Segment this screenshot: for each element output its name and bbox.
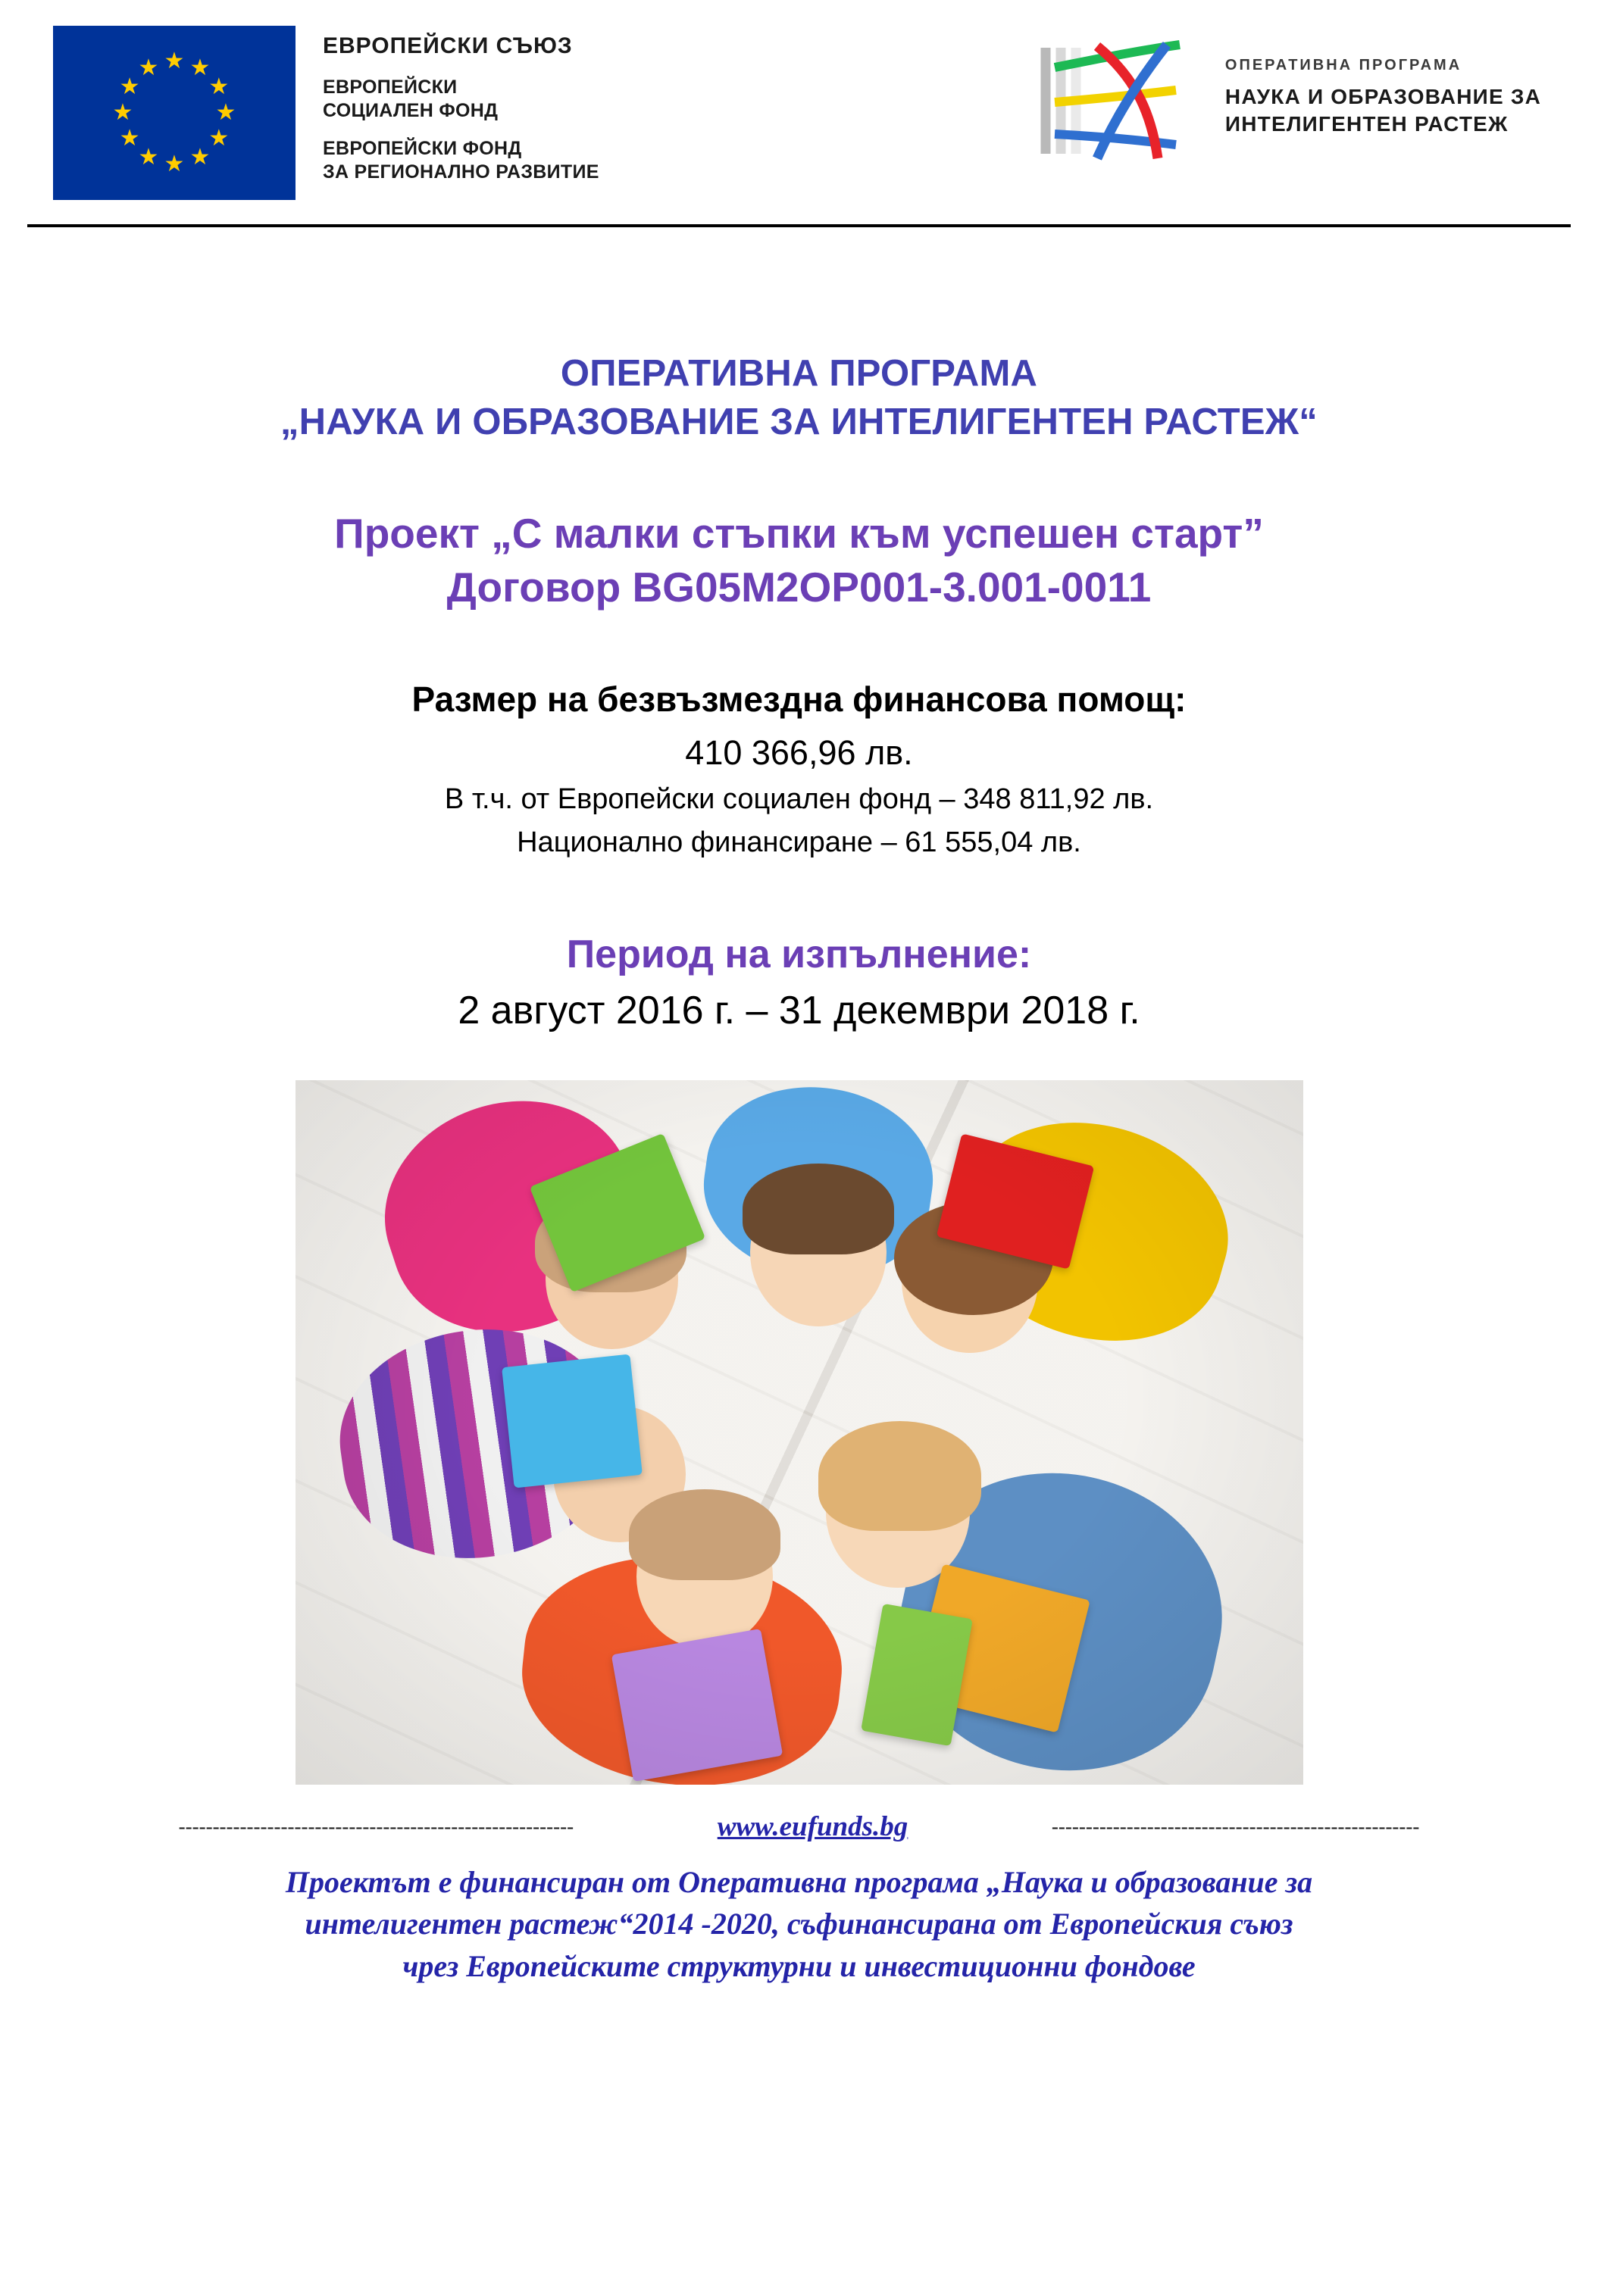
footer-link-row [45,1810,1553,1843]
eu-social-fund-label [323,76,599,123]
eu-star-icon: ★ [119,126,140,151]
grant-esf-value: В т.ч. от Европейски социален фонд – 348 811,92 лв. [444,783,1154,816]
eu-star-icon: ★ [112,100,133,125]
footer-dashes-right: ------------------------------------------------------ [1051,1815,1420,1838]
eu-star-icon: ★ [208,74,230,99]
document-footer [0,1810,1598,2002]
op-program-icon [1024,34,1210,167]
eu-star-icon: ★ [189,144,211,170]
eu-star-icon: ★ [138,144,159,170]
funding-disclaimer-line3: чрез Европейските структурни и инвестиционни фондове [402,1948,1196,1983]
eu-regional-fund-line1: ЕВРОПЕЙСКИ ФОНД [323,137,522,159]
grant-national-value: Национално финансиране – 61 555,04 лв. [517,826,1081,859]
project-heading [68,507,1530,614]
children-photo [296,1080,1303,1785]
contract-number: Договор BG05M2OP001-3.001-0011 [446,563,1152,611]
photo-vignette [296,1080,1303,1785]
grant-amount-value: 410 366,96 лв. [685,733,913,773]
footer-dashes-left: ---------------------------------------------------------- [178,1815,574,1838]
eu-star-icon: ★ [138,55,159,81]
eu-star-icon: ★ [208,126,230,151]
eu-star-icon: ★ [119,74,140,99]
eu-star-icon: ★ [164,48,185,73]
op-program-title [1225,83,1541,139]
funding-disclaimer-line2: интелигентен растеж“2014 -2020, съфинансирана от Европейския съюз [305,1907,1293,1941]
op-logo-block [1024,34,1541,167]
eu-social-fund-line2: СОЦИАЛЕН ФОНД [323,100,499,122]
eu-fund-text [323,26,599,198]
op-program-title-line2: ИНТЕЛИГЕНТЕН РАСТЕЖ [1224,112,1509,136]
header-divider [27,224,1571,227]
eu-social-fund-line1: ЕВРОПЕЙСКИ [323,77,458,98]
eu-star-icon: ★ [164,152,185,176]
grant-amount-label: Размер на безвъзмездна финансова помощ: [411,679,1187,720]
eu-emblem-block [53,26,599,200]
eu-regional-fund-label [323,137,599,185]
funding-disclaimer [45,1861,1553,1987]
op-heading-line1: ОПЕРАТИВНА ПРОГРАМА [560,353,1038,394]
operational-program-heading [68,350,1530,446]
op-heading-line2: „НАУКА И ОБРАЗОВАНИЕ ЗА ИНТЕЛИГЕНТЕН РАСТЕЖ“ [280,401,1318,442]
eufunds-link[interactable]: www.eufunds.bg [717,1811,908,1843]
eu-regional-fund-line2: ЗА РЕГИОНАЛНО РАЗВИТИЕ [323,161,599,183]
period-label: Период на изпълнение: [566,932,1032,977]
funding-disclaimer-line1: Проектът е финансиран от Оперативна програма „Наука и образование за [285,1865,1313,1900]
eu-star-icon: ★ [189,55,211,81]
document-header [0,0,1598,227]
eu-star-icon: ★ [215,100,236,125]
document-body [0,350,1598,1785]
period-value: 2 август 2016 г. – 31 декември 2018 г. [458,989,1140,1033]
op-program-text [1225,57,1541,145]
project-name: Проект „С малки стъпки към успешен старт” [334,510,1264,558]
op-program-title-line1: НАУКА И ОБРАЗОВАНИЕ ЗА [1224,84,1541,108]
eu-flag-icon [53,26,296,200]
op-program-small-label: ОПЕРАТИВНА ПРОГРАМА [1224,56,1462,73]
eu-union-label: ЕВРОПЕЙСКИ СЪЮЗ [323,33,573,58]
